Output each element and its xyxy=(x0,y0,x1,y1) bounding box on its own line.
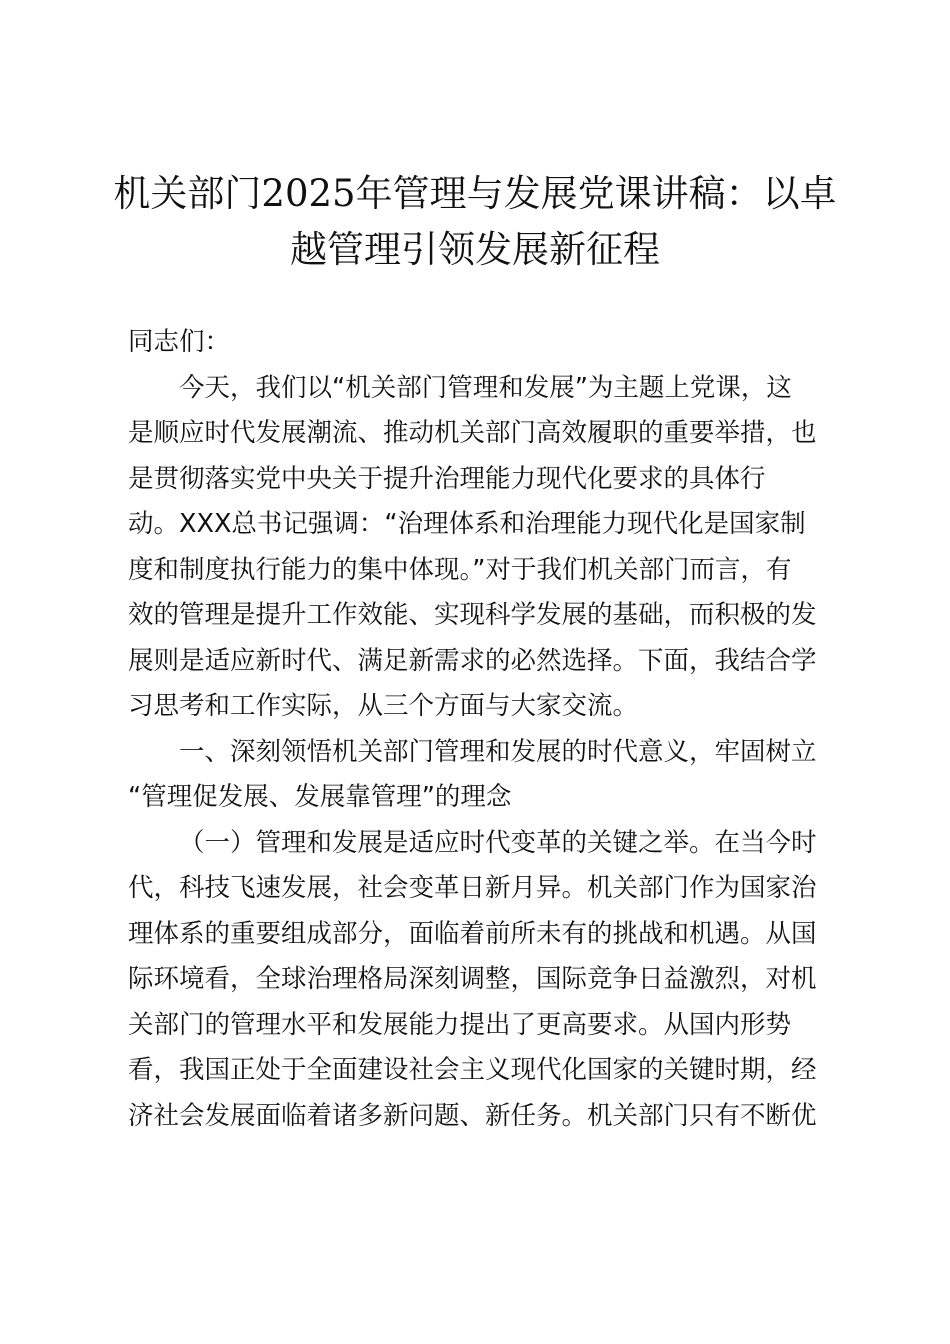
title-line-1: 机关部门2025年管理与发展党课讲稿：以卓 xyxy=(113,172,837,215)
paragraph-line: 习思考和工作实际，从三个方面与大家交流。 xyxy=(128,691,639,721)
paragraph-line: 是贯彻落实党中央关于提升治理能力现代化要求的具体行 xyxy=(128,463,766,494)
paragraph-line: 代，科技飞速发展，社会变革日新月异。机关部门作为国家治 xyxy=(128,873,817,903)
paragraph-line: 展则是适应新时代、满足新需求的必然选择。下面，我结合学 xyxy=(128,645,817,676)
document-body xyxy=(128,320,832,1139)
heading-line: 一、深刻领悟机关部门管理和发展的时代意义，牢固树立 xyxy=(179,736,817,767)
paragraph-line: 济社会发展面临着诸多新问题、新任务。机关部门只有不断优 xyxy=(128,1100,817,1131)
paragraph-line: 关部门的管理水平和发展能力提出了更高要求。从国内形势 xyxy=(128,1009,792,1040)
heading-line: “管理促发展、发展靠管理”的理念 xyxy=(128,782,512,812)
paragraph-line: 际环境看，全球治理格局深刻调整，国际竞争日益激烈，对机 xyxy=(128,964,817,994)
subsection-paragraph-1 xyxy=(128,821,832,1140)
document-title xyxy=(110,166,840,278)
salutation-text: 同志们： xyxy=(128,327,231,357)
title-line-2: 越管理引领发展新征程 xyxy=(290,228,660,271)
paragraph-line: 理体系的重要组成部分，面临着前所未有的挑战和机遇。从国 xyxy=(128,918,817,949)
intro-paragraph xyxy=(128,366,832,730)
paragraph-line: 动。XXX总书记强调：“治理体系和治理能力现代化是国家制 xyxy=(128,509,806,539)
salutation xyxy=(128,320,832,366)
paragraph-line: （一）管理和发展是适应时代变革的关键之举。在当今时 xyxy=(179,827,817,858)
paragraph-line: 度和制度执行能力的集中体现。”对于我们机关部门而言，有 xyxy=(128,554,792,585)
paragraph-line: 看，我国正处于全面建设社会主义现代化国家的关键时期，经 xyxy=(128,1055,817,1085)
paragraph-line: 效的管理是提升工作效能、实现科学发展的基础，而积极的发 xyxy=(128,600,817,630)
paragraph-line: 是顺应时代发展潮流、推动机关部门高效履职的重要举措，也 xyxy=(128,418,817,448)
section-heading-1 xyxy=(128,730,832,821)
paragraph-line: 今天，我们以“机关部门管理和发展”为主题上党课，这 xyxy=(179,372,792,403)
